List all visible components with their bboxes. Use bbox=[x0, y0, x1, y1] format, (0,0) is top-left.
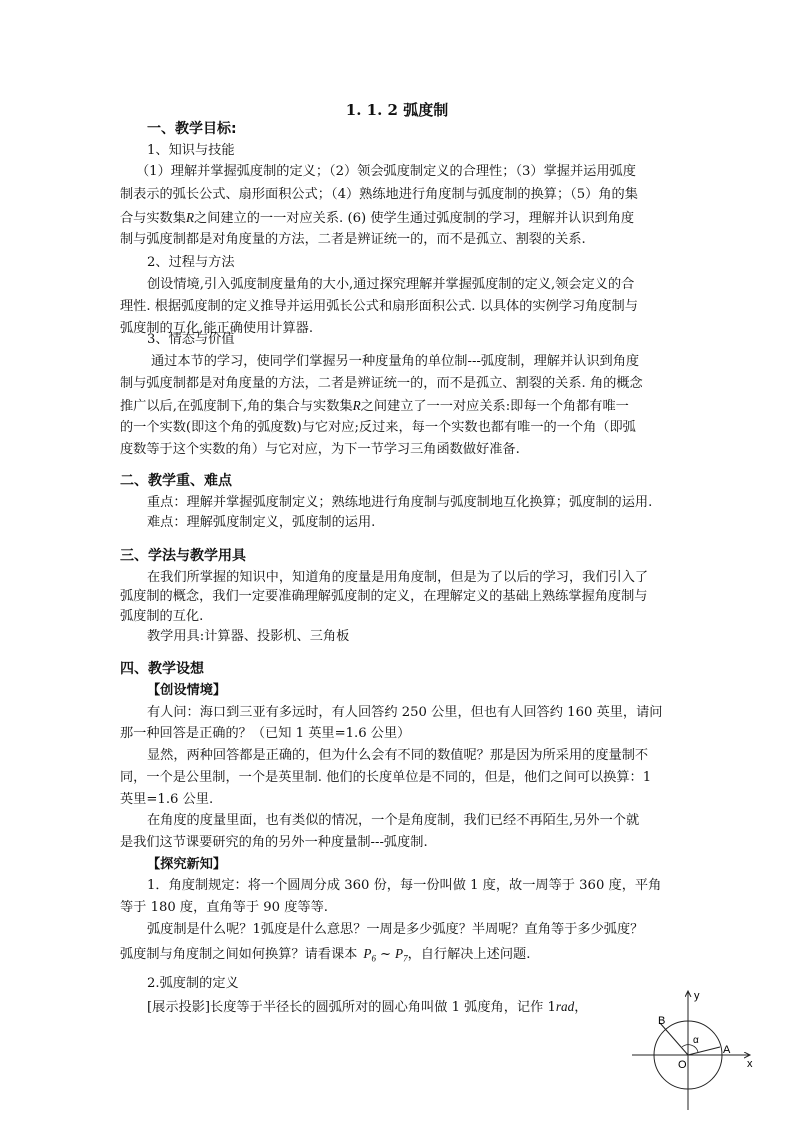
unit-circle-diagram bbox=[620, 985, 760, 1115]
paragraph-line: 弧度制是什么呢？1弧度是什么意思？一周是多少弧度？半周呢？直角等于多少弧度？ bbox=[147, 922, 644, 937]
label-y: y bbox=[694, 990, 700, 1002]
ray-OA bbox=[688, 1047, 720, 1055]
paragraph-line: [展示投影]长度等于半径长的圆弧所对的圆心角叫做 1 弧度角，记作 1rad， bbox=[147, 999, 588, 1015]
paragraph-line: 创设情境,引入弧度制度量角的大小,通过探究理解并掌握弧度制的定义,领会定义的合 bbox=[147, 277, 635, 292]
paragraph-line: 弧度制的概念，我们一定要准确理解弧度制的定义，在理解定义的基础上熟练掌握角度制与 bbox=[120, 589, 648, 604]
paragraph-line: 的一个实数(即这个角的弧度数)与它对应;反过来，每一个实数也都有唯一的一个角（即弧 bbox=[120, 420, 636, 435]
paragraph-line: 重点：理解并掌握弧度制定义；熟练地进行角度制与弧度制地互化换算；弧度制的运用. bbox=[147, 495, 653, 510]
math-R: R bbox=[352, 398, 361, 413]
paragraph-line: 弧度制的互化. bbox=[120, 609, 204, 624]
paragraph-line: 制与弧度制都是对角度量的方法，二者是辨证统一的，而不是孤立、割裂的关系. bbox=[120, 232, 586, 247]
paragraph-line: 那一种回答是正确的？（已知 1 英里=1.6 公里） bbox=[120, 726, 411, 741]
subheading-knowledge-skills: 1、知识与技能 bbox=[147, 143, 235, 158]
paragraph-line: 难点：理解弧度制定义，弧度制的运用. bbox=[147, 515, 376, 530]
math-P6: $P_6$ bbox=[363, 946, 376, 964]
label-O: O bbox=[678, 1059, 687, 1071]
subheading-values: 3、情态与价值 bbox=[147, 332, 235, 347]
paragraph-line: 同，一个是公里制，一个是英里制. 他们的长度单位是不同的，但是，他们之间可以换算：1 bbox=[120, 770, 652, 785]
paragraph-line: 推广以后,在弧度制下,角的集合与实数集R之间建立了一一对应关系:即每一个角都有唯一 bbox=[120, 398, 629, 414]
paragraph-line: 在角度的度量里面，也有类似的情况，一个是角度制，我们已经不再陌生,另外一个就 bbox=[147, 813, 640, 828]
paragraph-line: 是我们这节课要研究的角的另外一种度量制---弧度制. bbox=[120, 835, 428, 850]
paragraph-line: 教学用具:计算器、投影机、三角板 bbox=[147, 629, 350, 644]
paragraph-line: 英里=1.6 公里. bbox=[120, 792, 214, 807]
paragraph-line: 弧度制的互化,能正确使用计算器. bbox=[120, 321, 314, 336]
paragraph-line: 弧度制与角度制之间如何换算？请看课本 $P_6$ ~ $P_7$，自行解决上述问题. bbox=[120, 946, 531, 964]
label-alpha: α bbox=[693, 1035, 699, 1046]
paragraph-line: 合与实数集R之间建立的一一对应关系. (6) 使学生通过弧度制的学习，理解并认识到角度 bbox=[120, 210, 635, 226]
paragraph-line: 理性. 根据弧度制的定义推导并运用弧长公式和扇形面积公式. 以具体的实例学习角度制与 bbox=[120, 299, 638, 314]
math-P7: $P_7$ bbox=[395, 946, 408, 964]
paragraph-line: 通过本节的学习，使同学们掌握另一种度量角的单位制---弧度制，理解并认识到角度 bbox=[151, 354, 640, 369]
label-A: A bbox=[723, 1044, 731, 1056]
paragraph-line: 制表示的弧长公式、扇形面积公式；（4）熟练地进行角度制与弧度制的换算；（5）角的集 bbox=[120, 187, 638, 202]
paragraph-line: 有人问：海口到三亚有多远时，有人回答约 250 公里，但也有人回答约 160 英里，请问 bbox=[147, 705, 663, 720]
math-rad: rad bbox=[555, 999, 575, 1014]
label-B: B bbox=[658, 1015, 666, 1027]
tag-explore-new: 【探究新知】 bbox=[147, 857, 227, 872]
section-heading-teaching-design: 四、教学设想 bbox=[120, 661, 204, 677]
section-heading-key-points: 二、教学重、难点 bbox=[120, 473, 232, 489]
math-R: R bbox=[185, 210, 194, 225]
paragraph-line: 在我们所掌握的知识中，知道角的度量是用角度制，但是为了以后的学习，我们引入了 bbox=[147, 570, 649, 585]
paragraph-line: 1．角度制规定：将一个圆周分成 360 份，每一份叫做 1 度，故一周等于 360 度，平角 bbox=[147, 878, 662, 893]
paragraph-line: 制与弧度制都是对角度量的方法，二者是辨证统一的，而不是孤立、割裂的关系. 角的概念 bbox=[120, 376, 643, 391]
paragraph-line: （1）理解并掌握弧度制的定义；（2）领会弧度制定义的合理性；（3）掌握并运用弧度 bbox=[136, 164, 636, 179]
ray-OB bbox=[660, 1023, 688, 1055]
section-heading-objectives: 一、教学目标: bbox=[147, 121, 237, 137]
subheading-radian-definition: 2.弧度制的定义 bbox=[147, 976, 239, 991]
label-x: x bbox=[747, 1058, 753, 1070]
paragraph-line: 等于 180 度，直角等于 90 度等等. bbox=[120, 900, 328, 915]
paragraph-line: 显然，两种回答都是正确的，但为什么会有不同的数值呢？那是因为所采用的度量制不 bbox=[147, 748, 649, 763]
tag-create-situation: 【创设情境】 bbox=[147, 683, 227, 698]
paragraph-line: 度数等于这个实数的角）与它对应，为下一节学习三角函数做好准备. bbox=[120, 442, 520, 457]
section-heading-methods-tools: 三、学法与教学用具 bbox=[120, 548, 246, 564]
subheading-process-methods: 2、过程与方法 bbox=[147, 255, 235, 270]
page-title: 1. 1. 2 弧度制 bbox=[345, 101, 449, 119]
